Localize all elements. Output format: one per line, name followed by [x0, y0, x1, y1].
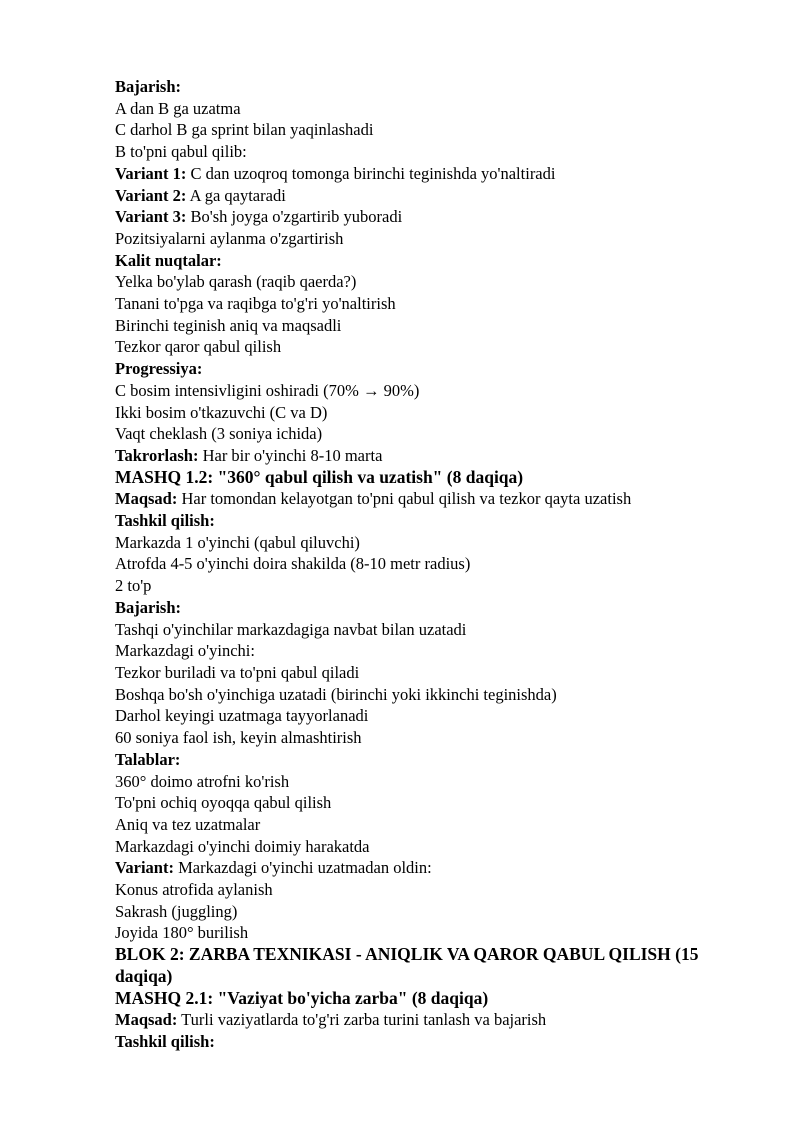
- text-line: [115, 271, 755, 293]
- line-text: Tezkor qaror qabul qilish: [115, 337, 282, 357]
- text-line: [115, 814, 755, 836]
- text-line: [115, 532, 755, 554]
- line-text: Pozitsiyalarni aylanma o'zgartirish: [115, 228, 344, 248]
- line-text: Atrofda 4-5 o'yinchi doira shakilda (8-10 metr radius): [115, 554, 471, 574]
- text-line: [115, 749, 755, 771]
- line-text: Tanani to'pga va raqibga to'g'ri yo'naltirish: [115, 294, 396, 314]
- line-text: Aniq va tez uzatmalar: [115, 814, 261, 834]
- bold-label: Maqsad:: [115, 1010, 178, 1030]
- bold-label: Variant 1:: [115, 163, 187, 183]
- text-line: [115, 597, 755, 619]
- line-text: Yelka bo'ylab qarash (raqib qaerda?): [115, 272, 357, 292]
- line-text: Har tomondan kelayotgan to'pni qabul qilish va tezkor qayta uzatish: [177, 489, 632, 509]
- text-line: [115, 792, 755, 814]
- text-line: [115, 857, 755, 879]
- bold-label: Tashkil qilish:: [115, 1031, 215, 1051]
- bold-label: Tashkil qilish:: [115, 511, 215, 531]
- line-text: Ikki bosim o'tkazuvchi (C va D): [115, 402, 328, 422]
- text-line: [115, 467, 755, 489]
- text-line: [115, 727, 755, 749]
- line-text: Konus atrofida aylanish: [115, 880, 273, 900]
- line-text: Tashqi o'yinchilar markazdagiga navbat bilan uzatadi: [115, 619, 467, 639]
- bold-label: MASHQ 1.2: "360° qabul qilish va uzatish" (8 daqiqa): [115, 466, 524, 487]
- line-text: C bosim intensivligini oshiradi (70% → 90%): [115, 380, 420, 400]
- line-text: Birinchi teginish aniq va maqsadli: [115, 315, 342, 335]
- text-line: [115, 358, 755, 380]
- line-text: A ga qaytaradi: [186, 185, 286, 205]
- bold-label: Variant 2:: [115, 185, 187, 205]
- line-text: Har bir o'yinchi 8-10 marta: [198, 445, 383, 465]
- text-line: [115, 553, 755, 575]
- line-text: B to'pni qabul qilib:: [115, 142, 247, 162]
- bold-label: Variant:: [115, 858, 174, 878]
- line-text: Markazdagi o'yinchi uzatmadan oldin:: [173, 858, 432, 878]
- line-text: To'pni ochiq oyoqqa qabul qilish: [115, 793, 332, 813]
- text-line: [115, 206, 755, 228]
- text-line: [115, 1009, 755, 1031]
- text-line: [115, 293, 755, 315]
- line-text: A dan B ga uzatma: [115, 98, 241, 118]
- line-text: Markazda 1 o'yinchi (qabul qiluvchi): [115, 532, 360, 552]
- line-text: Tezkor buriladi va to'pni qabul qiladi: [115, 662, 360, 682]
- line-text: Joyida 180° burilish: [115, 923, 249, 943]
- line-text: 60 soniya faol ish, keyin almashtirish: [115, 728, 362, 748]
- line-text: Vaqt cheklash (3 soniya ichida): [115, 424, 323, 444]
- text-line: [115, 879, 755, 901]
- line-text: Bo'sh joyga o'zgartirib yuboradi: [186, 207, 403, 227]
- text-line: [115, 662, 755, 684]
- text-line: [115, 1031, 755, 1053]
- text-line: [115, 315, 755, 337]
- bold-label: Maqsad:: [115, 489, 178, 509]
- text-line: [115, 250, 755, 272]
- text-line: [115, 98, 755, 120]
- text-line: [115, 705, 755, 727]
- text-line: [115, 119, 755, 141]
- bold-label: Variant 3:: [115, 207, 187, 227]
- text-line: [115, 771, 755, 793]
- text-line: [115, 836, 755, 858]
- line-text: Turli vaziyatlarda to'g'ri zarba turini tanlash va bajarish: [177, 1010, 547, 1030]
- text-line: [115, 380, 755, 402]
- text-line: [115, 510, 755, 532]
- bold-label: Kalit nuqtalar:: [115, 250, 222, 270]
- line-text: 2 to'p: [115, 576, 152, 596]
- text-line: [115, 944, 755, 987]
- bold-label: Talablar:: [115, 749, 181, 769]
- text-line: [115, 163, 755, 185]
- text-line: [115, 575, 755, 597]
- bold-label: Progressiya:: [115, 359, 203, 379]
- line-text: Markazdagi o'yinchi doimiy harakatda: [115, 836, 370, 856]
- line-text: Darhol keyingi uzatmaga tayyorlanadi: [115, 706, 369, 726]
- text-line: [115, 640, 755, 662]
- text-line: [115, 141, 755, 163]
- line-text: 360° doimo atrofni ko'rish: [115, 771, 290, 791]
- text-line: [115, 619, 755, 641]
- line-text: C darhol B ga sprint bilan yaqinlashadi: [115, 120, 374, 140]
- text-line: [115, 228, 755, 250]
- text-line: [115, 901, 755, 923]
- text-line: [115, 684, 755, 706]
- text-line: [115, 402, 755, 424]
- line-text: Boshqa bo'sh o'yinchiga uzatadi (birinchi yoki ikkinchi teginishda): [115, 684, 557, 704]
- bold-label: Bajarish:: [115, 597, 181, 617]
- text-line: [115, 445, 755, 467]
- text-line: [115, 922, 755, 944]
- text-line: [115, 336, 755, 358]
- bold-label: BLOK 2: ZARBA TEXNIKASI - ANIQLIK VA QAROR QABUL QILISH (15 daqiqa): [115, 944, 699, 986]
- text-line: [115, 988, 755, 1010]
- line-text: Markazdagi o'yinchi:: [115, 641, 255, 661]
- bold-label: MASHQ 2.1: "Vaziyat bo'yicha zarba" (8 daqiqa): [115, 987, 489, 1008]
- bold-label: Takrorlash:: [115, 445, 199, 465]
- line-text: Sakrash (juggling): [115, 901, 238, 921]
- text-line: [115, 488, 755, 510]
- document-body: [115, 76, 755, 1053]
- text-line: [115, 76, 755, 98]
- bold-label: Bajarish:: [115, 77, 181, 96]
- text-line: [115, 185, 755, 207]
- line-text: C dan uzoqroq tomonga birinchi teginishda yo'naltiradi: [186, 163, 556, 183]
- text-line: [115, 423, 755, 445]
